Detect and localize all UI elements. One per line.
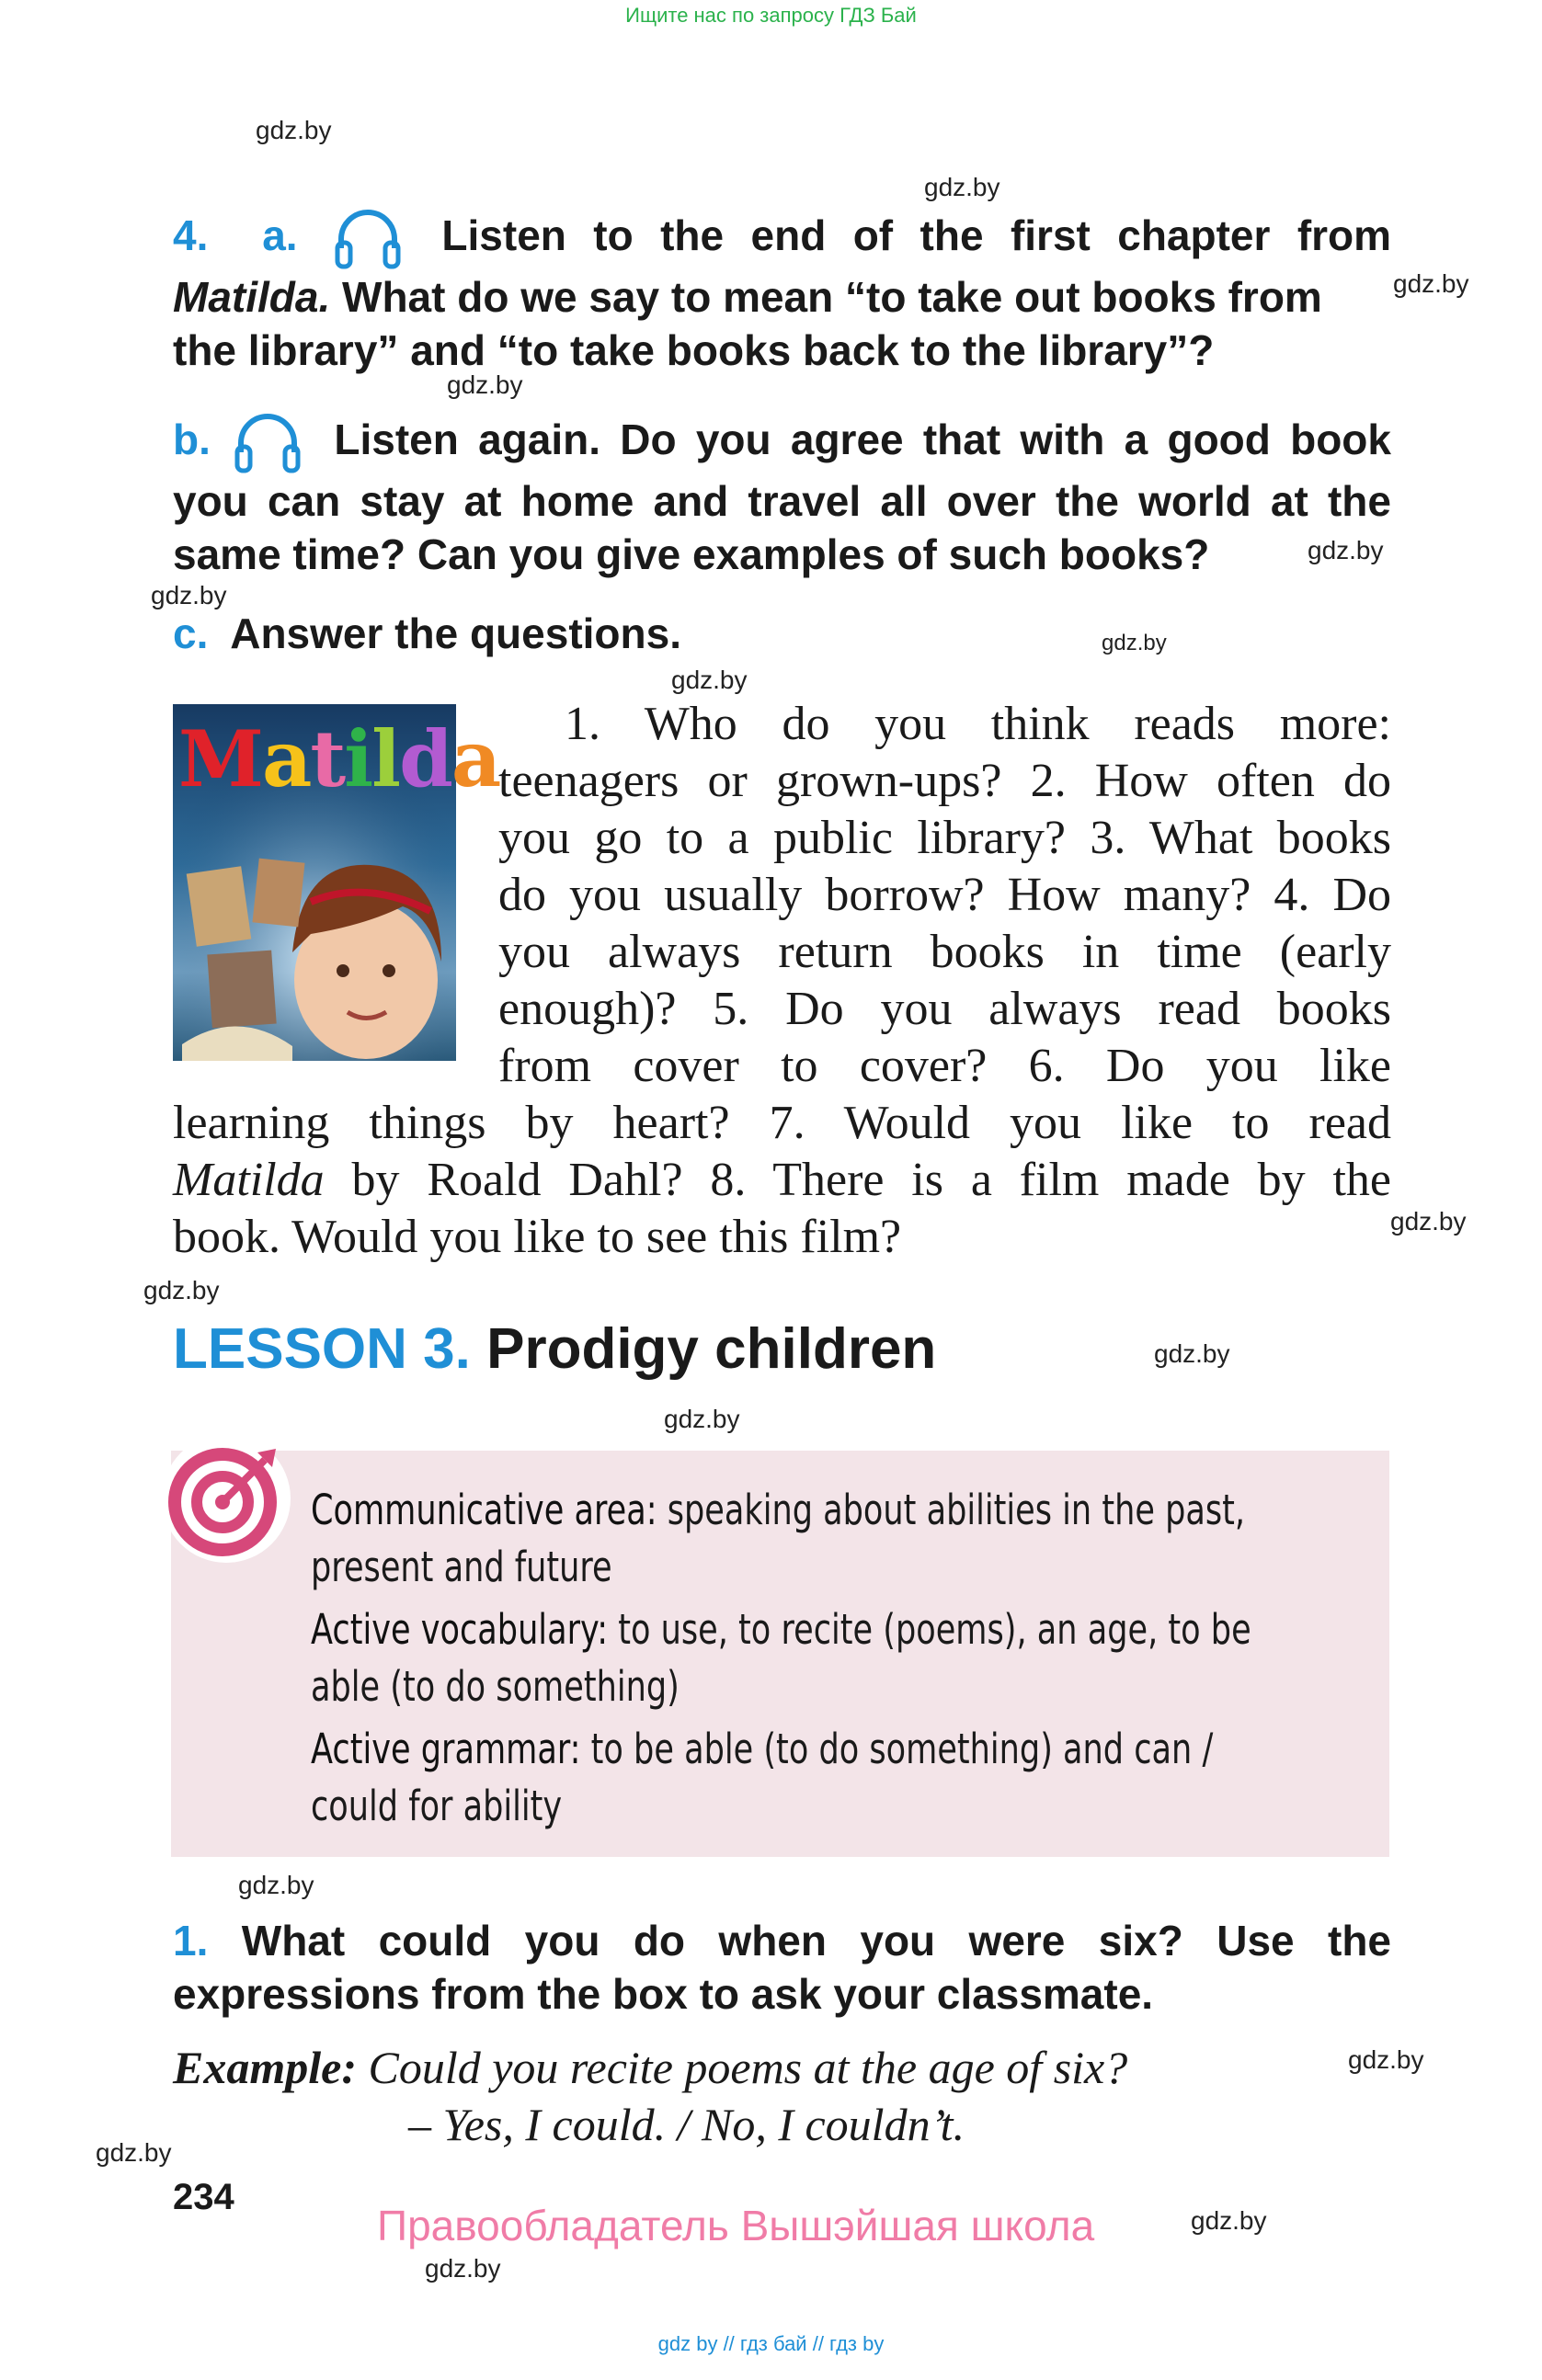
watermark: gdz.by — [96, 2138, 172, 2167]
top-banner: Ищите нас по запросу ГДЗ Бай — [625, 4, 917, 27]
watermark: gdz.by — [151, 581, 227, 609]
example-answer: – Yes, I could. / No, I couldn’t. — [408, 2099, 965, 2150]
example — [173, 2039, 1368, 2153]
watermark: gdz.by — [664, 1405, 740, 1433]
task-1 — [173, 1914, 1391, 2021]
task-4c — [173, 607, 681, 660]
lesson-label: LESSON 3. — [173, 1317, 471, 1381]
active-vocabulary-label: Active vocabulary: — [311, 1605, 609, 1654]
task-4c-text: Answer the questions. — [230, 609, 681, 657]
task-4b-line3: same time? Can you give examples of such books? — [173, 530, 1210, 578]
matilda-book-cover-image — [173, 704, 500, 1061]
active-grammar-text: to be able (to do something) and can / — [580, 1725, 1214, 1773]
task-number: 1. — [173, 1917, 209, 1964]
communicative-area-text: present and future — [311, 1543, 612, 1591]
question-line: do you usually borrow? How many? 4. Do — [498, 869, 1391, 921]
question-line: you always return books in time (early — [498, 926, 1391, 978]
watermark: gdz.by — [1390, 1207, 1467, 1236]
communicative-area-label: Communicative area: — [311, 1486, 657, 1534]
question-line: from cover to cover? 6. Do you like — [498, 1040, 1391, 1092]
lesson-heading — [173, 1316, 936, 1382]
copyright-footer: Правообладатель Вышэйшая школа — [377, 2202, 1095, 2249]
watermark: gdz.by — [143, 1276, 220, 1304]
watermark: gdz.by — [425, 2254, 501, 2283]
question-line: book. Would you like to see this film? — [173, 1211, 902, 1263]
watermark: gdz.by — [1393, 269, 1469, 298]
watermark: gdz.by — [447, 370, 523, 399]
headphones-icon[interactable] — [334, 208, 402, 270]
example-label: Example: — [173, 2042, 357, 2093]
task-letter-b: b. — [173, 416, 211, 464]
headphones-icon[interactable] — [234, 412, 302, 474]
question-line: enough)? 5. Do you always read books — [498, 983, 1391, 1035]
lesson-title: Prodigy children — [486, 1317, 937, 1381]
communicative-area-text: speaking about abilities in the past, — [657, 1486, 1246, 1534]
page-number: 234 — [173, 2177, 234, 2217]
task-4a — [173, 208, 1391, 377]
question-line: teenagers or grown-ups? 2. How often do — [498, 755, 1391, 807]
task-letter-a: a. — [262, 211, 298, 260]
watermark: gdz.by — [1154, 1339, 1230, 1368]
task-1-line2: expressions from the box to ask your classmate. — [173, 1970, 1154, 2018]
active-vocabulary-text: to use, to recite (poems), an age, to be — [608, 1605, 1251, 1654]
watermark: gdz.by — [924, 173, 1000, 201]
target-icon — [162, 1434, 291, 1563]
example-question: Could you recite poems at the age of six? — [368, 2042, 1128, 2093]
task-4a-line3: the library” and “to take books back to the library”? — [173, 326, 1215, 374]
task-4b — [173, 412, 1391, 581]
questions-block-continued — [173, 1095, 1391, 1266]
watermark: gdz.by — [1348, 2045, 1424, 2074]
book-title: Matilda — [173, 1154, 325, 1206]
task-4b-line1: Listen again. Do you agree that with a good book — [334, 416, 1391, 464]
task-4a-line2: What do we say to mean “to take out books from — [330, 273, 1322, 321]
watermark: gdz.by — [671, 666, 748, 694]
cover-title: Matilda — [178, 713, 500, 804]
task-4b-line2: you can stay at home and travel all over the world at the — [173, 477, 1391, 525]
watermark: gdz.by — [238, 1871, 314, 1899]
active-vocabulary-text: able (to do something) — [311, 1662, 680, 1711]
lesson-goals-text — [311, 1482, 1387, 1835]
watermark: gdz.by — [256, 116, 332, 144]
book-title: Matilda. — [173, 273, 331, 321]
active-grammar-text: could for ability — [311, 1782, 563, 1830]
question-line: 1. Who do you think reads more: — [565, 698, 1391, 750]
question-line: learning things by heart? 7. Would you like to read — [173, 1097, 1391, 1149]
question-line: by Roald Dahl? 8. There is a film made by the — [324, 1154, 1391, 1206]
bottom-links[interactable]: gdz by // гдз бай // гдз by — [657, 2332, 885, 2355]
task-4a-line1: Listen to the end of the first chapter from — [441, 211, 1392, 260]
active-grammar-label: Active grammar: — [311, 1725, 581, 1773]
questions-block — [498, 696, 1391, 1095]
watermark: gdz.by — [1191, 2206, 1267, 2235]
task-number: 4. — [173, 211, 209, 260]
watermark: gdz.by — [1308, 536, 1384, 564]
task-1-line1: What could you do when you were six? Use the — [241, 1917, 1392, 1964]
task-letter-c: c. — [173, 609, 209, 657]
question-line: you go to a public library? 3. What books — [498, 812, 1391, 864]
watermark: gdz.by — [1102, 631, 1167, 655]
